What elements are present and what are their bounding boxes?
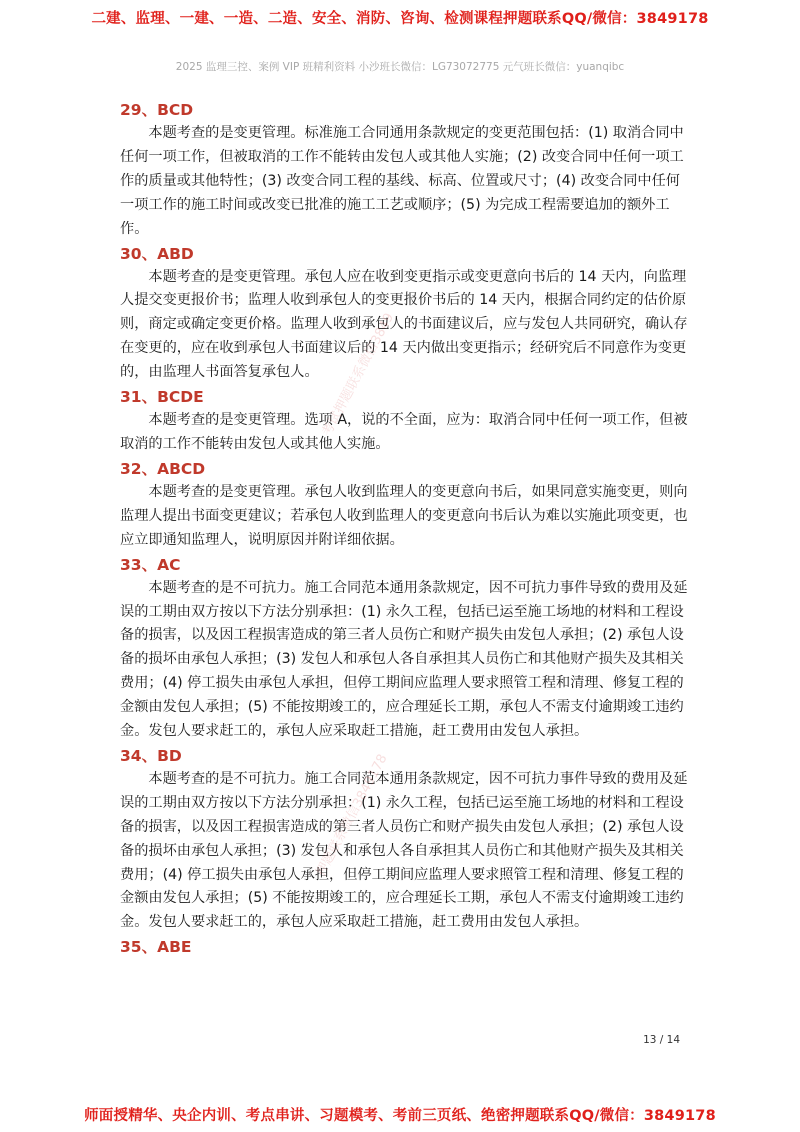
watermark: 押题联系微信3849178 — [313, 751, 391, 879]
top-banner: 二建、监理、一建、一造、二造、安全、消防、咨询、检测课程押题联系QQ/微信：3849178 — [91, 11, 709, 27]
question-block — [120, 744, 688, 935]
answer-key: 32、ABCD — [120, 459, 206, 478]
answer-explanation: 本题考查的是变更管理。承包人应在收到变更指示或变更意向书后的 14 天内，向监理人提交变更报价书；监理人收到承包人的变更报价书后的 14 天内，根据合同约定的估价原则，商定或确定变更价格。监理人收到承包人的书面建议后，应与发包人共同研究，确认存在变更的，应在收到承包人书面建议后的 14 天内做出变更指示；经研究后不同意作为变更的，由监理人书面答复承包人。 — [120, 268, 688, 381]
answer-key: 35、ABE — [120, 938, 192, 957]
question-block — [120, 553, 688, 744]
answer-explanation: 本题考查的是变更管理。承包人收到监理人的变更意向书后，如果同意实施变更，则向监理人提出书面变更建议；若承包人收到监理人的变更意向书后认为难以实施此项变更，也应立即通知监理人，说明原因并附详细依据。 — [120, 483, 688, 548]
question-block — [120, 457, 688, 553]
answer-explanation: 本题考查的是变更管理。标准施工合同通用条款规定的变更范围包括：(1) 取消合同中任何一项工作，但被取消的工作不能转由发包人或其他人实施；(2) 改变合同中任何一项工作的质量或其他特性；(3) 改变合同工程的基线、标高、位置或尺寸；(4) 改变合同中任何一项工作的施工时间或改变已批准的施工工艺或顺序；(5) 为完成工程需要追加的额外工作。 — [120, 125, 684, 237]
answer-key: 34、BD — [120, 746, 182, 765]
answer-explanation: 本题考查的是变更管理。选项 A，说的不全面，应为：取消合同中任何一项工作，但被取消的工作不能转由发包人或其他人实施。 — [120, 412, 688, 452]
answer-key: 31、BCDE — [120, 388, 204, 407]
question-block — [120, 385, 688, 457]
answer-key: 29、BCD — [120, 101, 194, 119]
question-block — [120, 935, 688, 959]
question-block — [120, 98, 688, 242]
running-header: 2025 监理三控、案例 VIP 班精利资料 小沙班长微信：LG73072775 元气班长微信：yuanqibc — [175, 61, 625, 73]
answer-key: 33、AC — [120, 555, 181, 574]
page-number: 13 / 14 — [643, 1034, 680, 1046]
answer-key: 30、ABD — [120, 244, 194, 263]
answer-explanation: 本题考查的是不可抗力。施工合同范本通用条款规定，因不可抗力事件导致的费用及延误的工期由双方按以下方法分别承担：(1) 永久工程，包括已运至施工场地的材料和工程设备的损害，以及因工程损害造成的第三者人员伤亡和财产损失由发包人承担；(2) 承包人设备的损坏由承包人承担；(3) 发包人和承包人各自承担其人员伤亡和其他财产损失及其相关费用；(4) 停工损失由承包人承担，但停工期间应监理人要求照管工程和清理、修复工程的金额由发包人承担；(5) 不能按期竣工的，应合理延长工期，承包人不需支付逾期竣工违约金。发包人要求赶工的，承包人应采取赶工措施，赶工费用由发包人承担。 — [120, 770, 688, 931]
bottom-banner: 师面授精华、央企内训、考点串讲、习题模考、考前三页纸、绝密押题联系QQ/微信：3849178 — [84, 1108, 716, 1124]
question-block — [120, 242, 688, 386]
answer-explanation: 本题考查的是不可抗力。施工合同范本通用条款规定，因不可抗力事件导致的费用及延误的工期由双方按以下方法分别承担：(1) 永久工程，包括已运至施工场地的材料和工程设备的损害，以及因工程损害造成的第三者人员伤亡和财产损失由发包人承担；(2) 承包人设备的损坏由承包人承担；(3) 发包人和承包人各自承担其人员伤亡和其他财产损失及其相关费用；(4) 停工损失由承包人承担，但停工期间应监理人要求照管工程和清理、修复工程的金额由发包人承担；(5) 不能按期竣工的，应合理延长工期，承包人不需支付逾期竣工违约金。发包人要求赶工的，承包人应采取赶工措施，赶工费用由发包人承担。 — [120, 579, 688, 740]
answer-content — [120, 98, 688, 959]
watermark: 考试押题联系微信3849 — [319, 310, 398, 439]
